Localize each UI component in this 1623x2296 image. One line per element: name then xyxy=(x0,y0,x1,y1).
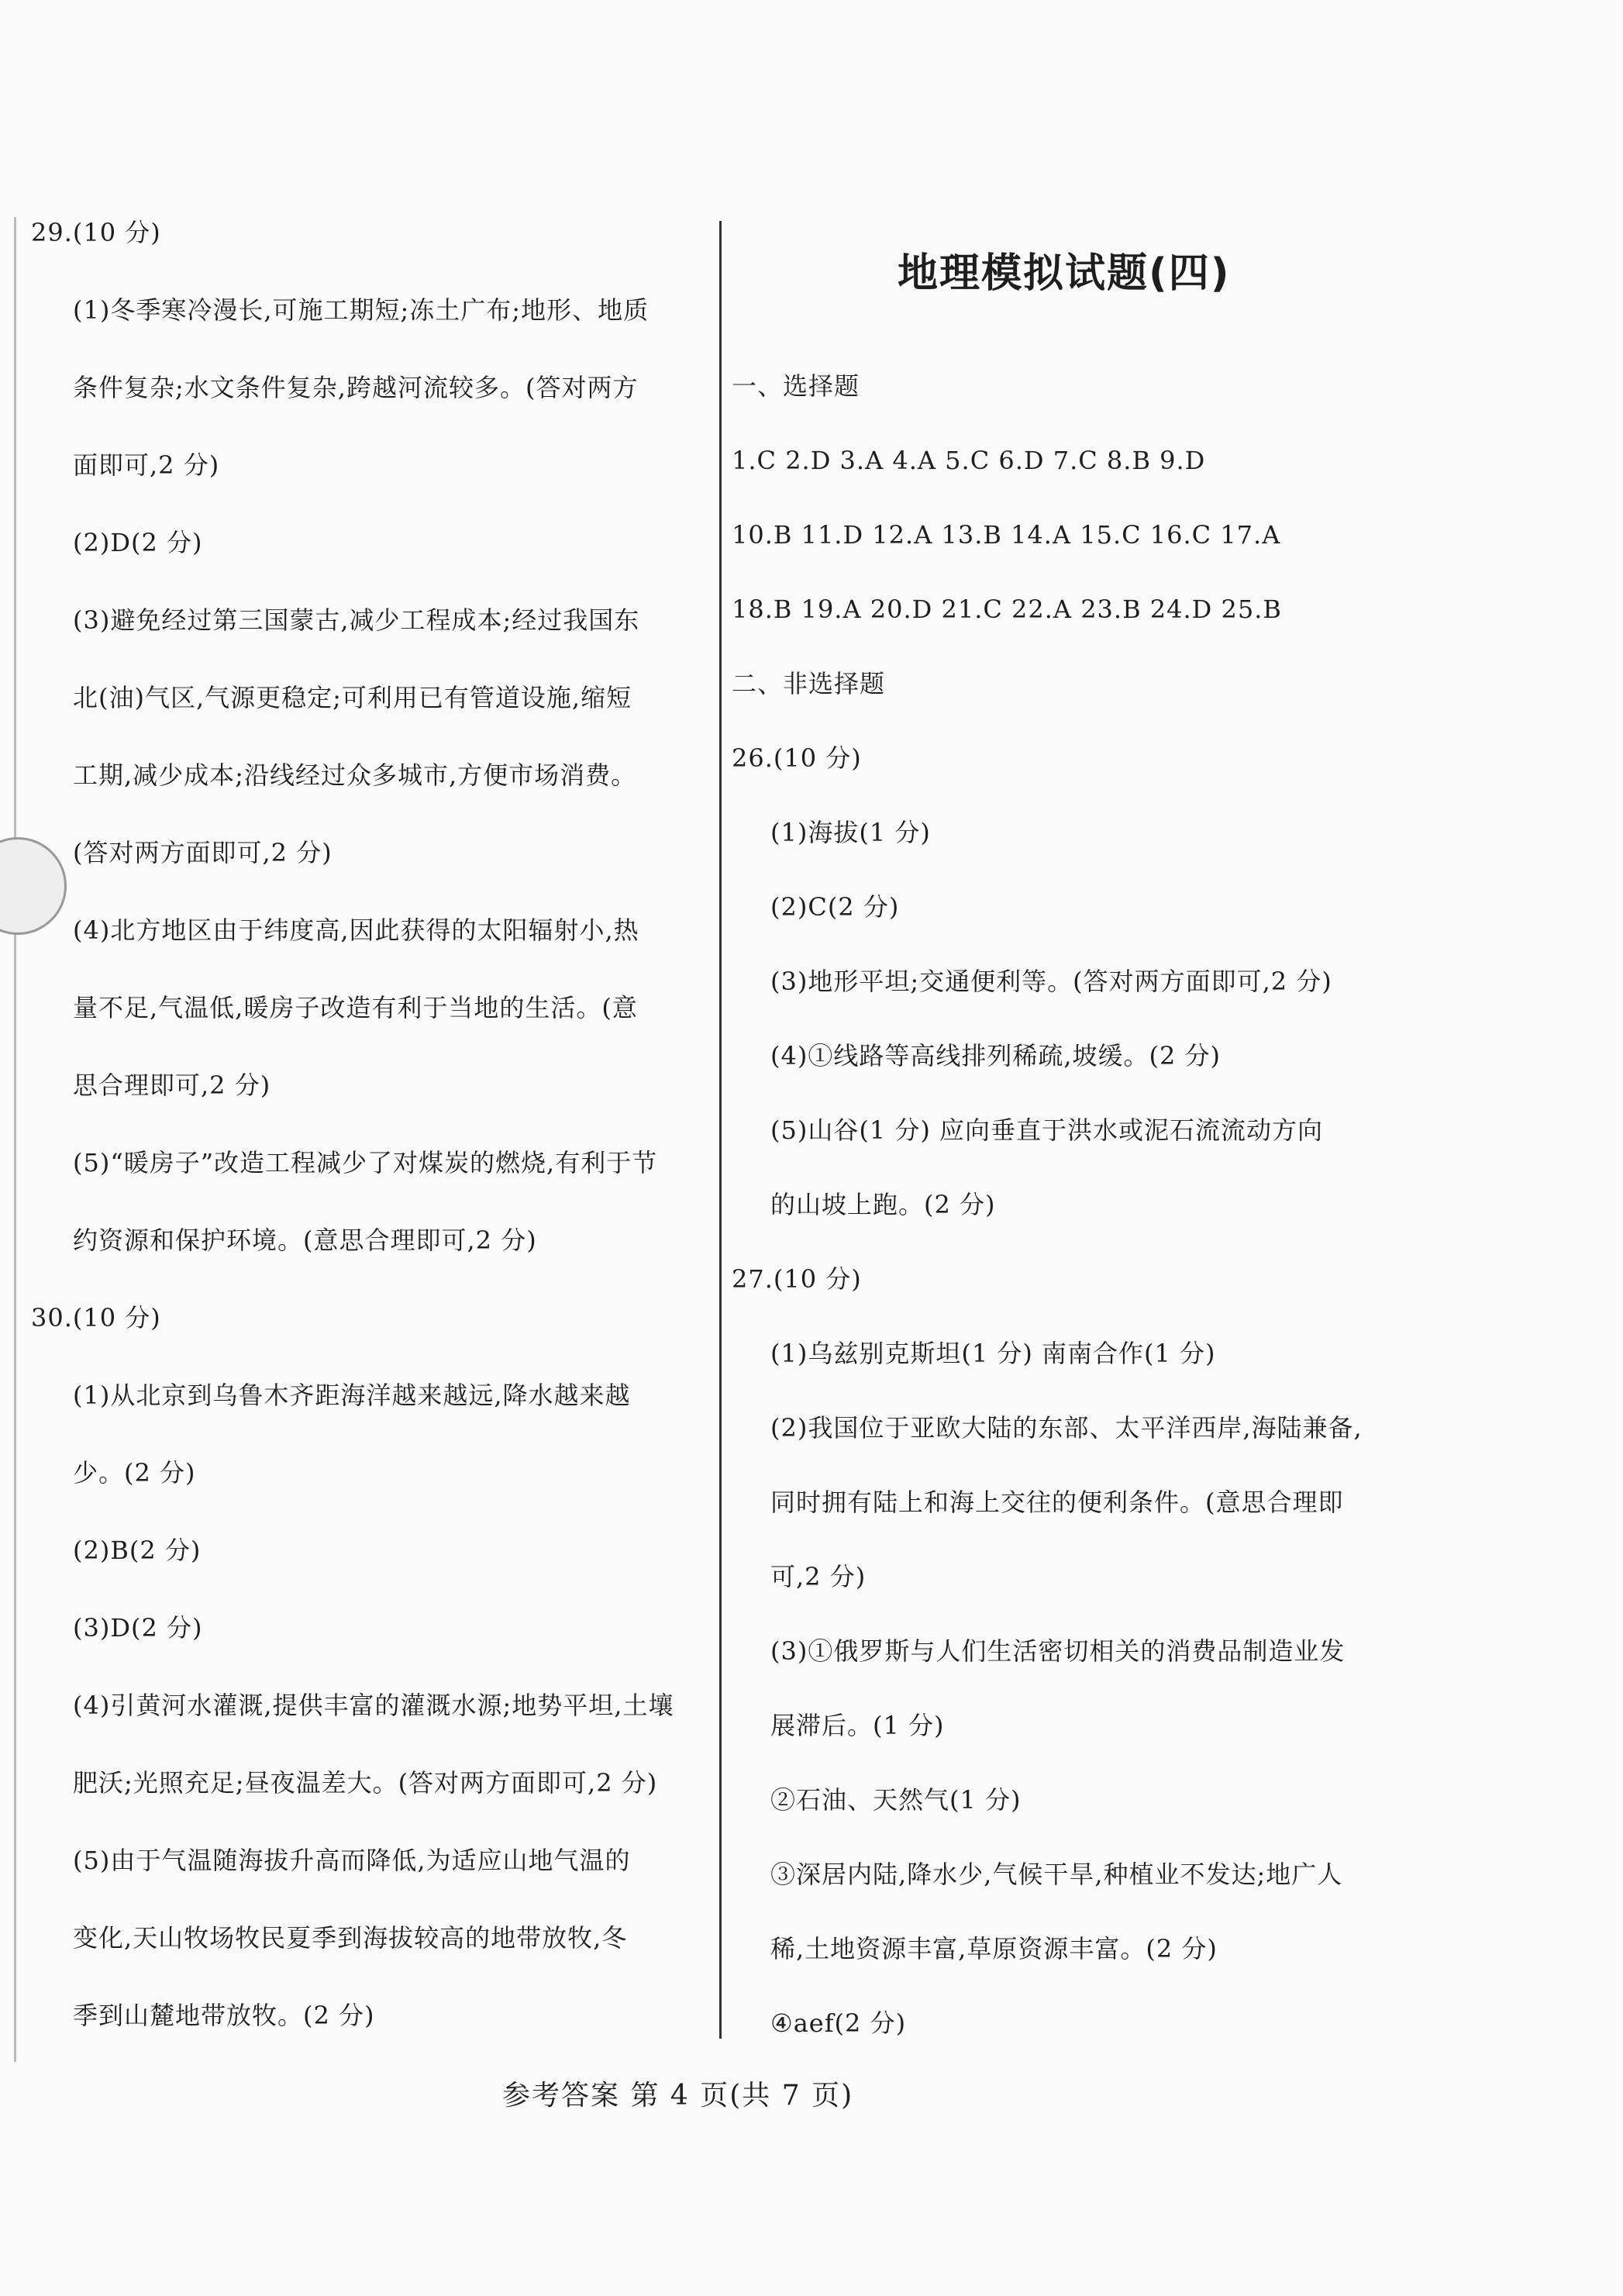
q27-line: (1)乌兹别克斯坦(1 分) 南南合作(1 分) xyxy=(770,1339,1216,1368)
q30-line: 肥沃;光照充足;昼夜温差大。(答对两方面即可,2 分) xyxy=(73,1768,658,1798)
column-divider xyxy=(719,221,722,2039)
q29-line: (4)北方地区由于纬度高,因此获得的太阳辐射小,热 xyxy=(73,915,639,945)
q27-line: ④aef(2 分) xyxy=(770,2008,907,2038)
q27-line: 稀,土地资源丰富,草原资源丰富。(2 分) xyxy=(770,1934,1218,1963)
q27-line: (3)①俄罗斯与人们生活密切相关的消费品制造业发 xyxy=(770,1636,1346,1666)
q29-line: 工期,减少成本;沿线经过众多城市,方便市场消费。 xyxy=(73,760,637,790)
q27-line: 可,2 分) xyxy=(770,1562,867,1591)
q30-line: (2)B(2 分) xyxy=(73,1536,202,1565)
q29-line: 思合理即可,2 分) xyxy=(73,1070,271,1100)
q29-line: 约资源和保护环境。(意思合理即可,2 分) xyxy=(73,1226,537,1255)
stamp-mark xyxy=(0,837,67,935)
q27-line: 同时拥有陆上和海上交往的便利条件。(意思合理即 xyxy=(770,1488,1344,1517)
q27-line: (2)我国位于亚欧大陆的东部、太平洋西岸,海陆兼备, xyxy=(770,1413,1363,1443)
q26-line: (3)地形平坦;交通便利等。(答对两方面即可,2 分) xyxy=(770,967,1332,996)
q29-line: (3)避免经过第三国蒙古,减少工程成本;经过我国东 xyxy=(73,605,640,635)
question-27-heading: 27.(10 分) xyxy=(732,1264,862,1294)
q29-line: (答对两方面即可,2 分) xyxy=(73,838,333,867)
left-margin-line xyxy=(14,217,16,2062)
q26-line: (1)海拔(1 分) xyxy=(770,818,931,847)
q30-line: (1)从北京到乌鲁木齐距海洋越来越远,降水越来越 xyxy=(73,1381,631,1410)
section-heading-choice: 一、选择题 xyxy=(732,371,860,401)
q29-line: 量不足,气温低,暖房子改造有利于当地的生活。(意 xyxy=(73,993,638,1022)
q29-line: 条件复杂;水文条件复杂,跨越河流较多。(答对两方 xyxy=(73,373,639,402)
question-29-heading: 29.(10 分) xyxy=(31,218,161,247)
q29-line: 面即可,2 分) xyxy=(73,450,220,480)
q29-line: (1)冬季寒冷漫长,可施工期短;冻土广布;地形、地质 xyxy=(73,295,650,325)
page-title: 地理模拟试题(四) xyxy=(898,250,1231,297)
q30-line: 季到山麓地带放牧。(2 分) xyxy=(73,2001,375,2030)
q27-line: ②石油、天然气(1 分) xyxy=(770,1785,1022,1815)
q27-line: 展滞后。(1 分) xyxy=(770,1711,945,1740)
q27-line: ③深居内陆,降水少,气候干旱,种植业不发达;地广人 xyxy=(770,1860,1343,1889)
q26-line: 的山坡上跑。(2 分) xyxy=(770,1190,996,1219)
answer-row: 18.B 19.A 20.D 21.C 22.A 23.B 24.D 25.B xyxy=(732,595,1282,624)
q29-line: (2)D(2 分) xyxy=(73,528,203,557)
answer-row: 1.C 2.D 3.A 4.A 5.C 6.D 7.C 8.B 9.D xyxy=(732,446,1206,475)
q26-line: (5)山谷(1 分) 应向垂直于洪水或泥石流流动方向 xyxy=(770,1115,1324,1145)
q30-line: 少。(2 分) xyxy=(73,1458,196,1488)
q30-line: (5)由于气温随海拔升高而降低,为适应山地气温的 xyxy=(73,1846,631,1875)
question-26-heading: 26.(10 分) xyxy=(732,743,862,773)
q30-line: 变化,天山牧场牧民夏季到海拔较高的地带放牧,冬 xyxy=(73,1923,628,1953)
question-30-heading: 30.(10 分) xyxy=(31,1303,161,1332)
q26-line: (4)①线路等高线排列稀疏,坡缓。(2 分) xyxy=(770,1041,1222,1070)
q26-line: (2)C(2 分) xyxy=(770,892,900,922)
page-footer: 参考答案 第 4 页(共 7 页) xyxy=(502,2080,854,2112)
answer-row: 10.B 11.D 12.A 13.B 14.A 15.C 16.C 17.A xyxy=(732,520,1281,550)
q30-line: (4)引黄河水灌溉,提供丰富的灌溉水源;地势平坦,土壤 xyxy=(73,1691,674,1720)
q29-line: 北(油)气区,气源更稳定;可利用已有管道设施,缩短 xyxy=(73,683,632,712)
q29-line: (5)“暖房子”改造工程减少了对煤炭的燃烧,有利于节 xyxy=(73,1148,658,1177)
q30-line: (3)D(2 分) xyxy=(73,1613,203,1643)
section-heading-nonchoice: 二、非选择题 xyxy=(732,669,886,698)
